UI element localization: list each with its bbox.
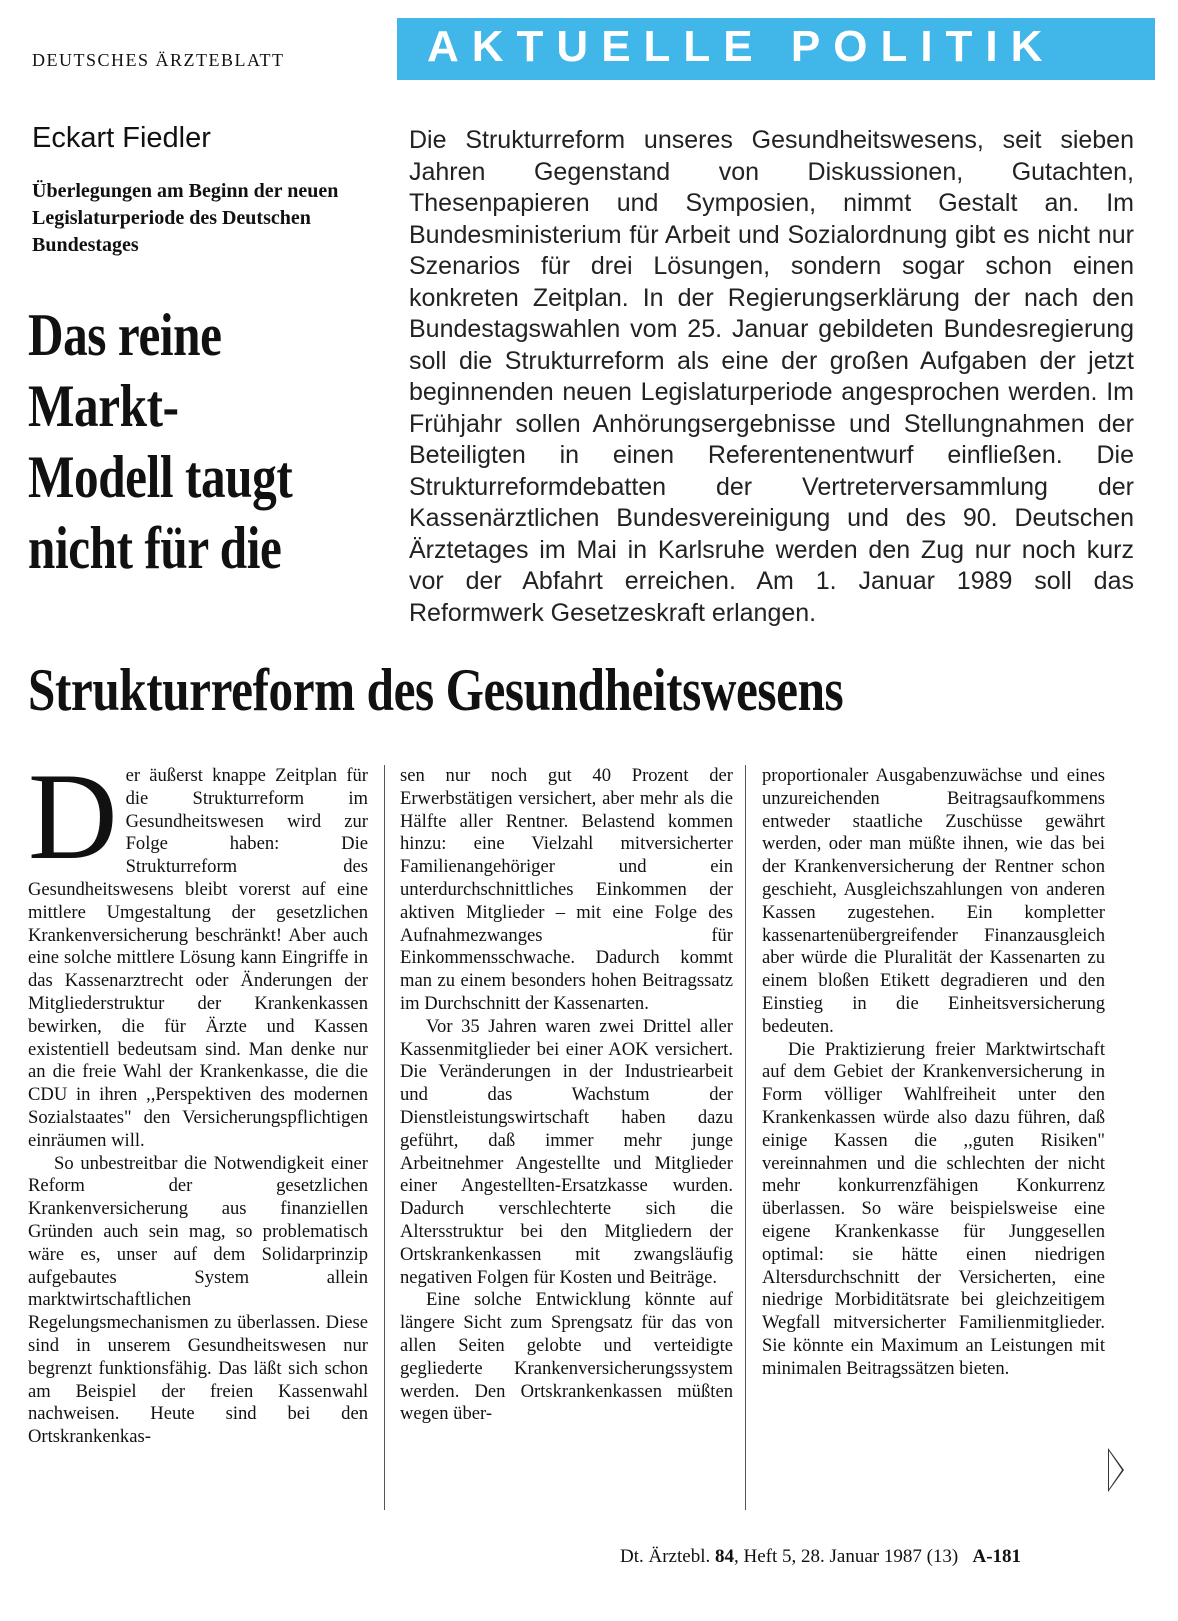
body-paragraph: Eine solche Entwicklung könnte auf längere Sicht zum Sprengsatz für das von allen Seiten gelobte und verteidigte gegliederte Krankenversicherungssystem werden. Den Ortskrankenkassen müßten wegen über- xyxy=(400,1289,733,1425)
column-divider xyxy=(745,765,746,1510)
footer-volume: 84 xyxy=(714,1546,734,1567)
body-column-2 xyxy=(400,765,733,1426)
body-paragraph: sen nur noch gut 40 Prozent der Erwerbstätigen versichert, aber mehr als die Hälfte aller Rentner. Belastend kommen hinzu: eine Vielzahl mitversicherter Familienangehöriger und ein unterdurchschnittliches Einkommen der aktiven Mitglieder – mit eine Folge des Aufnahmezwanges für Einkommensschwache. Dadurch kommt man zu einem besonders hohen Beitragssatz im Durchschnitt der Kassenarten. xyxy=(400,765,733,1014)
continue-arrow-icon xyxy=(1108,1448,1124,1492)
body-paragraph: Vor 35 Jahren waren zwei Drittel aller Kassenmitglieder bei einer AOK versichert. Die Veränderungen in der Industriearbeit und das Wachstum der Dienstleistungswirtschaft haben dazu geführt, daß immer mehr junge Arbeitnehmer Angestellte und Mitglieder einer Angestellten-Ersatzkasse wurden. Dadurch verschlechterte sich die Altersstruktur bei den Mitgliedern der Ortskrankenkassen mit zwangsläufig negativen Folgen für Kosten und Beiträge. xyxy=(400,1015,733,1288)
lead-paragraph: Die Strukturreform unseres Gesundheitswesens, seit sieben Jahren Gegenstand von Diskussionen, Gutachten, Thesenpapieren und Symposien, nimmt Gestalt an. Im Bundesministerium für Arbeit und Sozialordnung gibt es nicht nur Szenarios für drei Lösungen, sondern sogar schon einen konkreten Zeitplan. In der Regierungserklärung der nach den Bundestagswahlen vom 25. Januar gebildeten Bundesregierung soll die Strukturreform als eine der großen Aufgaben der jetzt beginnenden neuen Legislaturperiode angesprochen werden. Im Frühjahr sollen Anhörungsergebnisse und Stellungnahmen der Beteiligten in einen Referentenentwurf einfließen. Die Strukturreformdebatten der Vertreterversammlung der Kassenärztlichen Bundesvereinigung und des 90. Deutschen Ärztetages im Mai in Karlsruhe werden den Zug nur noch kurz vor der Abfahrt erreichen. Am 1. Januar 1989 soll das Reformwerk Gesetzeskraft erlangen. xyxy=(409,126,1134,627)
footer-journal: Dt. Ärztebl. xyxy=(620,1546,711,1567)
author-name: Eckart Fiedler xyxy=(32,122,211,154)
drop-cap: D xyxy=(28,748,118,885)
section-label: AKTUELLE POLITIK xyxy=(427,22,1056,71)
page-footer xyxy=(620,1546,1155,1568)
body-paragraph: er äußerst knappe Zeitplan für die Strukturreform im Gesundheitswesen wird zur Folge haben: Die Strukturreform des Gesundheitswesens bleibt vorerst auf eine mittlere Umgestaltung der gesetzlichen Krankenversicherung beschränkt! Aber auch eine solche mittlere Lösung kann Eingriffe in das Kassenarztrecht oder Änderungen der Mitgliederstruktur der Krankenkassen bewirken, die für Ärzte und Kassen existentiell bedeutsam sind. Man denke nur an die freie Wahl der Krankenkasse, die die CDU in ihren ,,Perspektiven des modernen Sozialstaates" den Versicherungspflichtigen einräumen will. xyxy=(28,765,368,1151)
footer-page-number: A-181 xyxy=(972,1546,1022,1567)
body-column-3 xyxy=(762,765,1105,1381)
headline-part1: Das reine Markt-Modell taugt nicht für die xyxy=(28,302,293,581)
body-paragraph: Die Praktizierung freier Marktwirtschaft auf dem Gebiet der Krankenversicherung in Form völliger Wahlfreiheit unter den Krankenkassen würde also dazu führen, daß einige Kassen die ,,guten Risiken" vereinnahmen und die schlechten der nicht mehr konkurrenzfähigen Konkurrenz überlassen. So wäre beispielsweise eine eigene Krankenkasse für Junggesellen optimal: sie hätte einen niedrigen Altersdurchschnitt der Versicherten, eine niedrige Morbiditätsrate bei gleichzeitigem Wegfall mitversicherter Familienmitglieder. Sie könnte ein Maximum an Leistungen mit minimalen Beitragssätzen bieten. xyxy=(762,1038,1105,1379)
footer-issue: , Heft 5, 28. Januar 1987 (13) xyxy=(733,1546,959,1567)
headline-part2: Strukturreform des Gesundheitswesens xyxy=(28,657,844,723)
publication-name: DEUTSCHES ÄRZTEBLATT xyxy=(32,50,285,70)
article-subtitle: Überlegungen am Beginn der neuen Legislaturperiode des Deutschen Bundestages xyxy=(32,180,339,256)
body-paragraph: proportionaler Ausgabenzuwächse und eines unzureichenden Beitragsaufkommens entweder staatliche Zuschüsse gewährt werden, oder man müßte ihnen, wie das bei der Krankenversicherung der Rentner schon geschieht, Ausgleichszahlungen von anderen Kassen zugestehen. Ein kompletter kassenartenübergreifender Finanzausgleich aber würde die Pluralität der Kassenarten zu einem bloßen Etikett degradieren und den Einstieg in die Einheitsversicherung bedeuten. xyxy=(762,765,1105,1037)
section-banner xyxy=(397,18,1155,80)
column-divider xyxy=(384,765,385,1510)
body-paragraph: So unbestreitbar die Notwendigkeit einer Reform der gesetzlichen Krankenversicherung aus finanziellen Gründen auch sein mag, so problematisch wäre es, unser auf dem Solidarprinzip aufgebautes System allein marktwirtschaftlichen Regelungsmechanismen zu überlassen. Diese sind in unserem Gesundheitswesen nur begrenzt funktionsfähig. Das läßt sich schon am Beispiel der freien Kassenwahl nachweisen. Heute sind bei den Ortskrankenkas- xyxy=(28,1152,368,1448)
body-column-1 xyxy=(28,748,368,1449)
